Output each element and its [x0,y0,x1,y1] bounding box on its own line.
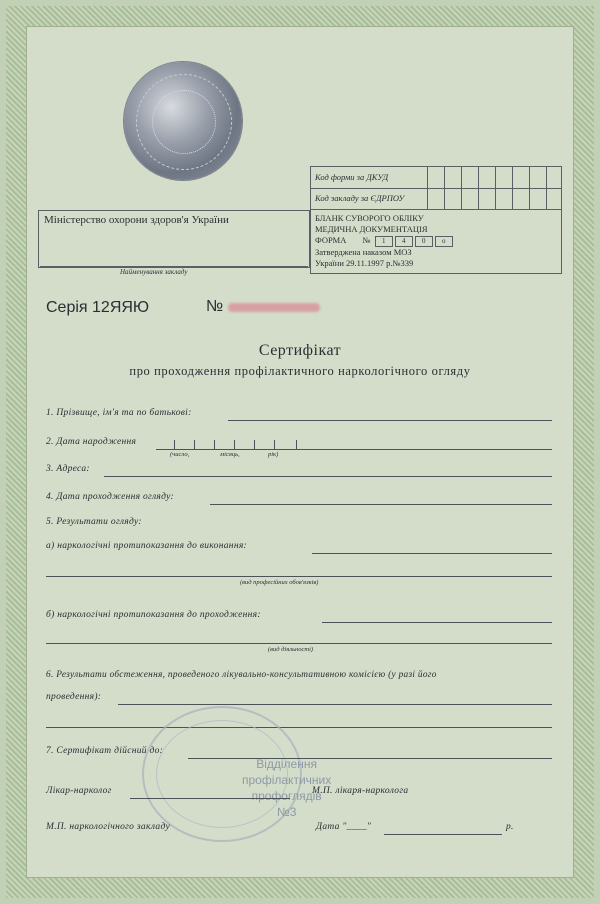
field-birth-date-label: 2. Дата народження [46,437,137,447]
certificate-title: Сертифікат [258,342,342,359]
stamp-line: Відділення [256,757,317,771]
code-edrpou-row [311,188,561,209]
hologram-ring-inner [152,90,216,154]
date-divider [194,440,195,449]
form-ukraine-line: України 29.11.1997 р.№339 [315,257,414,268]
form-digit: 1 [375,236,393,247]
form-label: ФОРМА [315,235,347,245]
stamp-line: профілактичних [242,773,332,787]
date-line [384,834,502,835]
form-info-box [310,210,562,274]
code-edrpou-label: Код закладу за ЄДРПОУ [315,193,405,203]
field-birth-date-line [156,449,552,450]
field-full-name-label: 1. Прізвище, ім'я та по батькові: [46,408,192,418]
date-divider [254,440,255,449]
field-contra-activity-line2 [46,643,552,644]
field-contra-activity-line [322,622,552,623]
ministry-underline [40,266,308,267]
field-valid-until-line [188,758,552,759]
date-year-caption: рік) [268,451,279,458]
doctor-seal-label: М.П. лікаря-нарколога [312,786,409,796]
redacted-number [228,303,320,312]
field-contra-perform-line2 [46,576,552,577]
series-label: Серія 12ЯЯЮ [46,299,150,316]
form-digit: о [435,236,453,247]
doctor-label: Лікар-нарколог [46,786,112,796]
code-dkud-cells [427,167,563,188]
series-number-sign: № [206,298,224,315]
field-commission-label-line2: проведення): [46,692,102,702]
stamp-line: профоглядів [251,789,322,803]
stamp-line: №3 [276,805,297,819]
field-commission-label-line1: 6. Результати обстеження, проведеного лікувально-консультативною комісією (у разі його [46,670,437,680]
field-contra-perform-label: а) наркологічні протипоказання до виконання: [46,541,248,551]
ministry-caption: Найменування закладу [120,268,188,276]
field-commission-line [118,704,552,705]
certificate-subtitle: про проходження профілактичного наркологічного огляду [129,364,471,378]
date-divider [214,440,215,449]
field-exam-date-label: 4. Дата проходження огляду: [46,492,174,502]
form-line2: МЕДИЧНА ДОКУМЕНТАЦІЯ [315,224,428,234]
field-full-name-line [228,420,552,421]
date-divider [234,440,235,449]
institution-seal-label: М.П. наркологічного закладу [46,822,170,832]
date-divider [274,440,275,449]
form-line1: БЛАНК СУВОРОГО ОБЛІКУ [315,213,424,223]
field-address-label: 3. Адреса: [46,464,90,474]
form-digit: 0 [415,236,433,247]
date-day-caption: (число, [170,451,190,458]
code-dkud-label: Код форми за ДКУД [315,172,389,182]
field-results-label: 5. Результати огляду: [46,517,142,527]
date-divider [296,440,297,449]
field-contra-perform-caption: (вид професійних обов'язків) [240,579,319,586]
code-box [310,166,562,210]
date-month-caption: місяць, [220,451,240,458]
form-digit: 4 [395,236,413,247]
form-no-label: № [362,235,371,245]
field-contra-activity-label: б) наркологічні протипоказання до проходження: [46,610,261,620]
hologram-seal [124,62,242,180]
field-address-line [104,476,552,477]
date-divider [174,440,175,449]
date-label: Дата "____" [316,822,372,832]
code-edrpou-cells [427,188,563,209]
form-approved: Затверджена наказом МОЗ [315,246,412,257]
field-valid-until-label: 7. Сертифікат дійсний до: [46,746,164,756]
field-commission-line2 [46,727,552,728]
field-contra-activity-caption: (вид діяльності) [268,646,314,653]
code-dkud-row [311,167,561,189]
year-suffix: р. [506,822,514,832]
field-exam-date-line [210,504,552,505]
form-number-row [315,235,557,247]
doctor-signature-line [130,798,290,799]
ministry-name: Міністерство охорони здоров'я України [44,214,229,226]
field-contra-perform-line [312,553,552,554]
